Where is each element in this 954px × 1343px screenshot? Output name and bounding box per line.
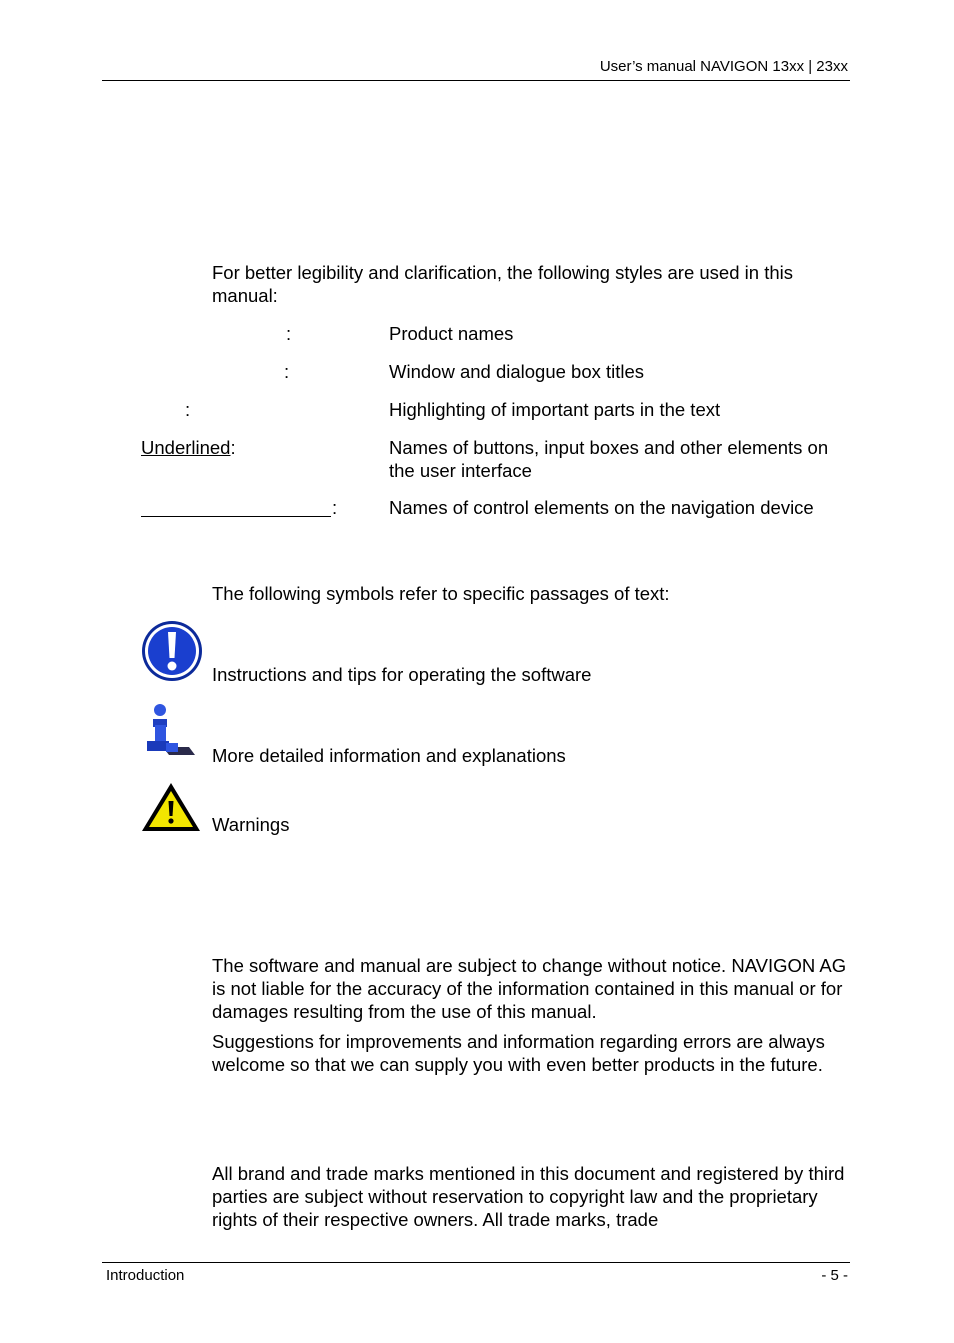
style-row-4-description: Names of buttons, input boxes and other elements on the user interface [389,437,829,481]
header-rule [102,80,850,81]
liability-paragraph-2: Suggestions for improvements and information regarding errors are always welcome so that we can supply you with even better products in the future. [212,1031,825,1075]
style-row-2-description: Window and dialogue box titles [389,361,645,382]
footer-section: Introduction [106,1267,185,1284]
style-row-5-description: Names of control elements on the navigation device [389,497,814,518]
style-row-3-description: Highlighting of important parts in the text [389,399,721,420]
symbols-intro: The following symbols refer to specific passages of text: [212,583,670,604]
footer-page-number: - 5 - [821,1267,848,1284]
styles-intro: For better legibility and clarification, the following styles are used in this manual: [212,262,793,306]
style-row-2-colon: : [284,361,290,382]
liability-paragraph-1: The software and manual are subject to change without notice. NAVIGON AG is not liable for the accuracy of the information contained in this manual or for damages resulting from the use of this manual. [212,955,847,1022]
style-row-4-label [141,436,236,459]
symbol-3-text: Warnings [212,814,290,835]
trademarks-paragraph: All brand and trade marks mentioned in this document and registered by third parties are subject without reservation to copyright law and the proprietary rights of their respective owners. All trade marks, trade [212,1163,845,1230]
page-header-title: User’s manual NAVIGON 13xx | 23xx [599,58,848,75]
symbol-1-text: Instructions and tips for operating the software [212,664,592,685]
style-row-3-colon: : [185,399,191,420]
style-row-5-underline [141,516,331,517]
style-row-5-colon: : [332,497,338,518]
footer-rule [102,1262,850,1263]
style-row-1-colon: : [286,323,292,344]
underlined-sample: Underlined [141,437,231,458]
symbol-2-text: More detailed information and explanations [212,745,566,766]
warning-triangle-icon [140,781,202,833]
exclamation-icon [140,619,204,683]
style-row-1-description: Product names [389,323,514,344]
style-row-4-colon: : [230,437,236,458]
info-figure-icon [141,703,197,763]
